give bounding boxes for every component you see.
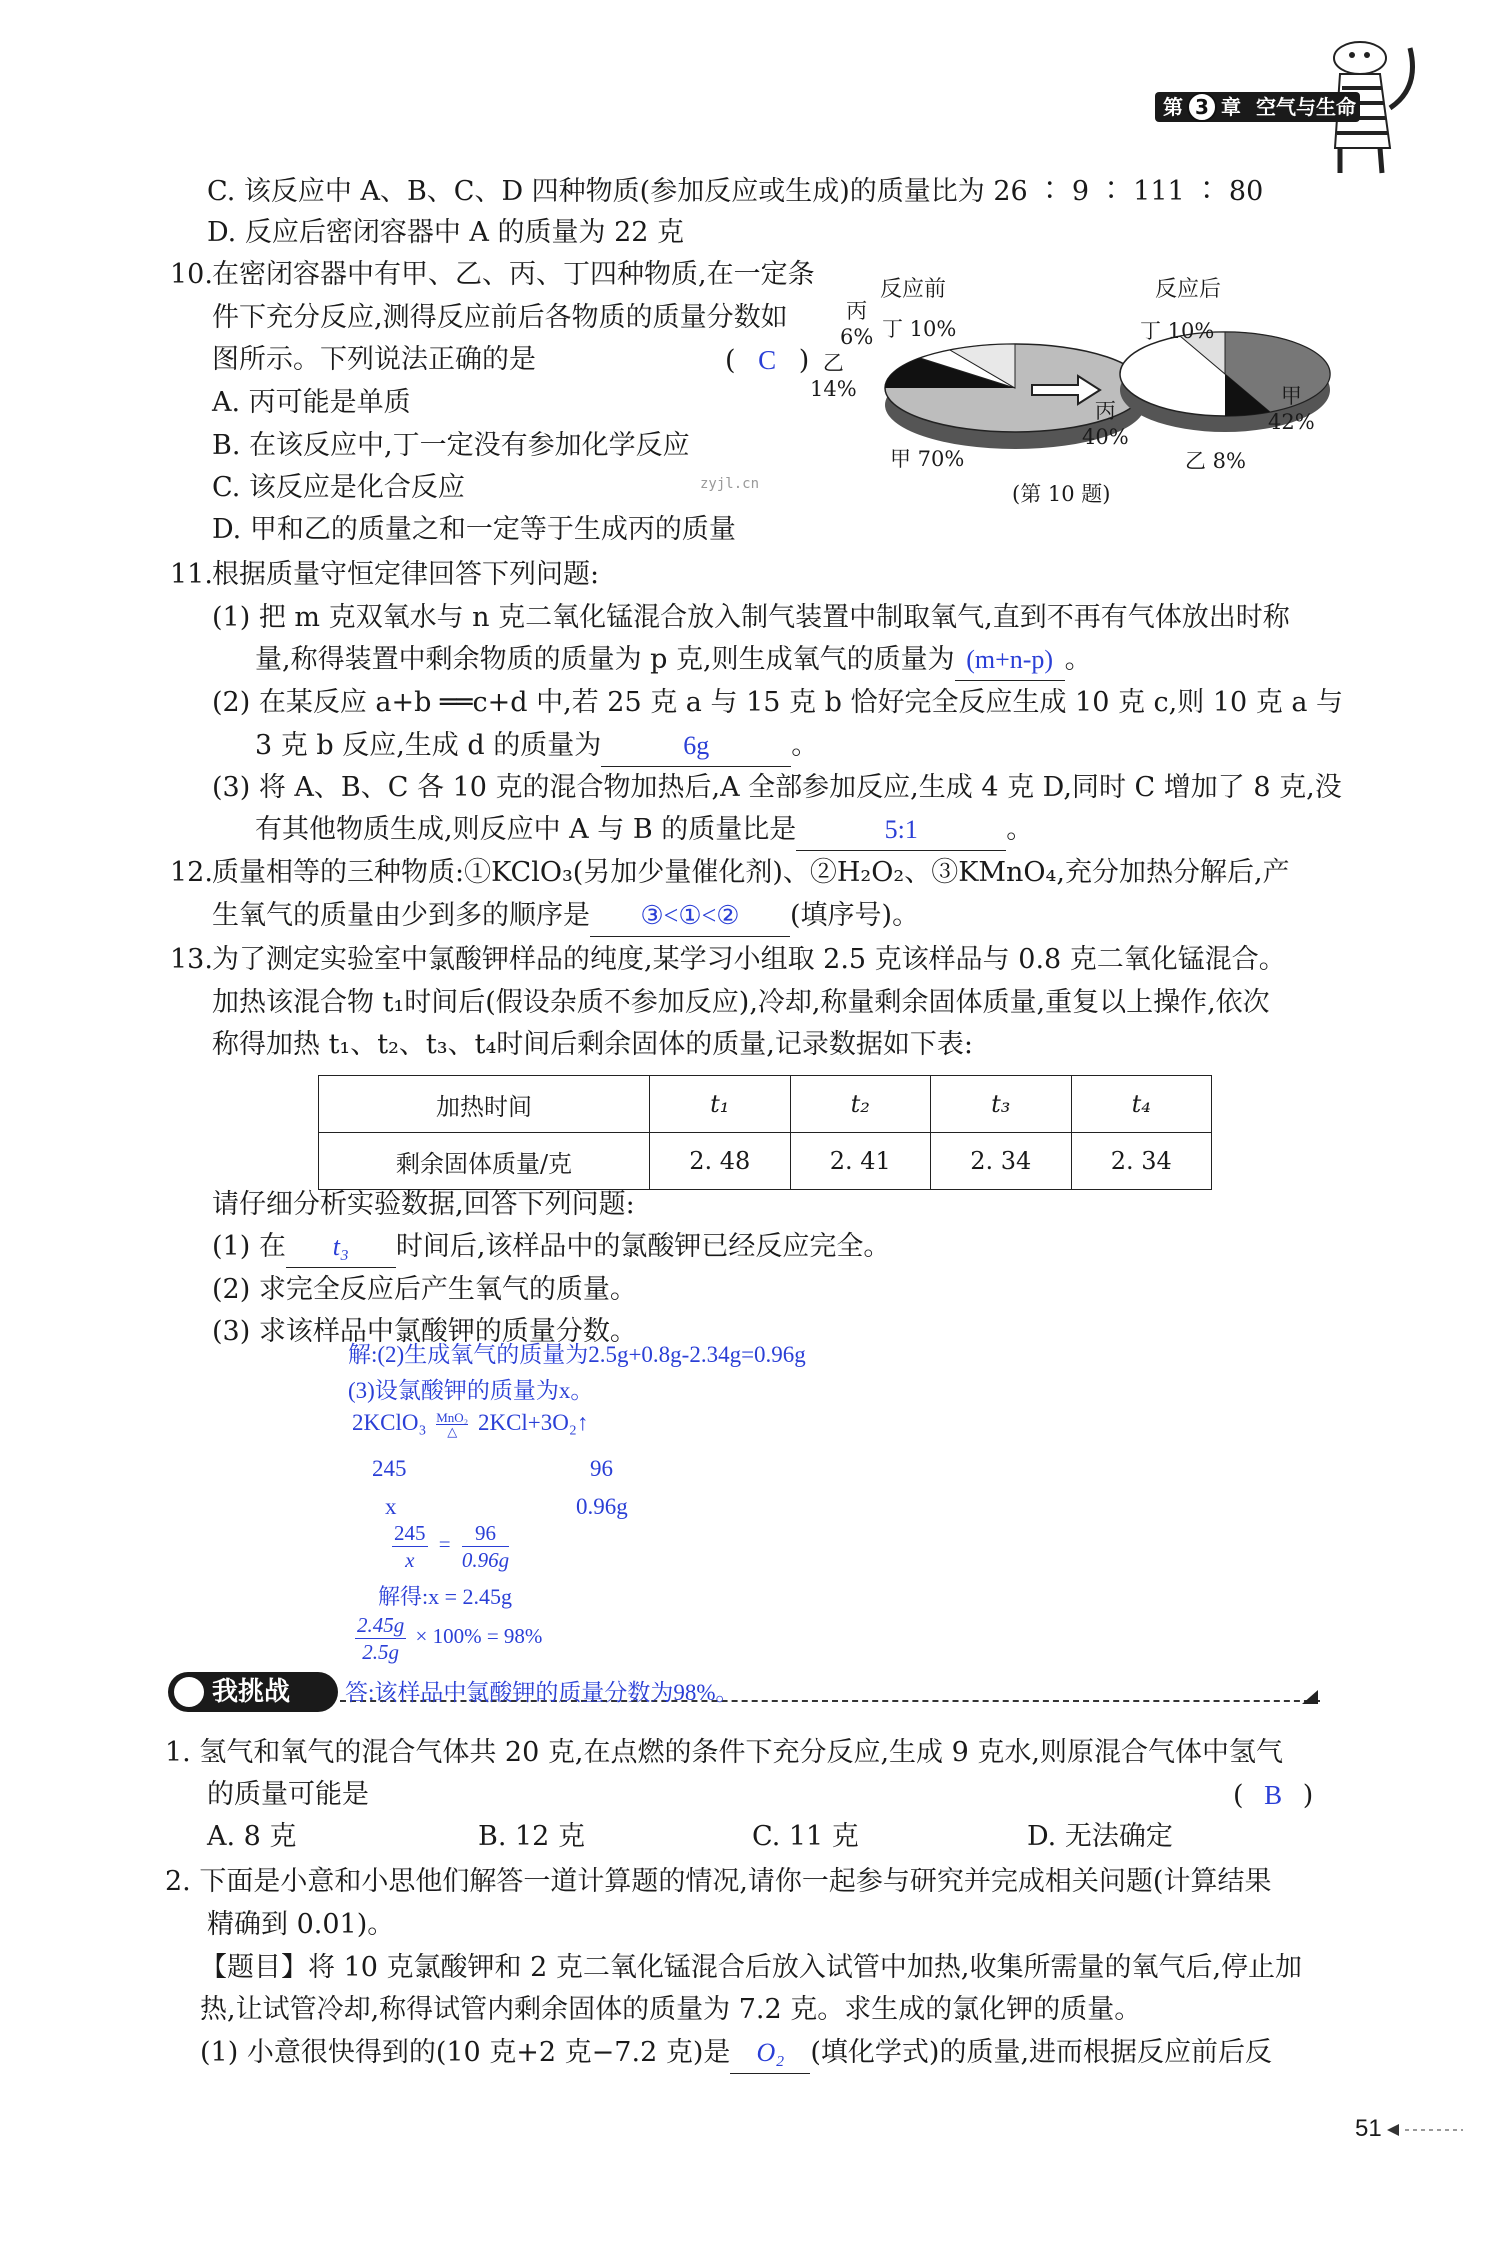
q9-option-c: C. 该反应中 A、B、C、D 四种物质(参加反应或生成)的质量比为 26 ∶ 9 ∶ 111 ∶ 80 [207,176,1264,207]
proportion [392,1520,509,1573]
var-x: x [385,1494,397,1519]
table-cell: 2. 34 [1071,1133,1212,1190]
challenge-q2-sub1-blank [730,2033,810,2074]
label-yi-before [810,350,857,402]
frac-den: x [405,1548,415,1572]
challenge-q1-answer-paren [1233,1775,1313,1816]
challenge-q2-sub1 [200,2033,1272,2074]
q13-line3: 称得加热 t₁、t₂、t₃、t₄时间后剩余固体的质量,记录数据如下表: [212,1029,973,1060]
jia-pct: 42% [1268,410,1315,434]
bing-pct: 6% [840,325,874,349]
q12-line2 [212,896,919,937]
q13-line1: 为了测定实验室中氯酸钾样品的纯度,某学习小组取 2.5 克该样品与 0.8 克二氧化锰混合。 [212,944,1286,975]
q11-p1-blank [955,640,1065,681]
q13-sub1-end: 时间后,该样品中的氯酸钾已经反应完全。 [395,1231,891,1262]
mass-o2: 0.96g [576,1494,628,1519]
q10-number: 10. [170,259,213,290]
paren-open: ( [725,345,736,376]
frac-num: 245 [394,1521,426,1545]
challenge-q2-topic-line2: 热,让试管冷却,称得试管内剩余固体的质量为 7.2 克。求生成的氯化钾的质量。 [200,1994,1142,2025]
challenge-title: 我挑战 [212,1677,291,1707]
q11-p2-line1: (2) 在某反应 a+b ══c+d 中,若 25 克 a 与 15 克 b 恰好完全反应生成 10 克 c,则 10 克 a 与 [212,687,1344,718]
table-cell: t₂ [790,1076,931,1133]
q11-p3-line1: (3) 将 A、B、C 各 10 克的混合物加热后,A 全部参加反应,生成 4 克 D,同时 C 增加了 8 克,没 [212,772,1342,803]
label-bing-before [840,298,873,350]
page-number: 51 [1355,2115,1382,2142]
percentage-calc [355,1612,542,1665]
fraction-right [462,1520,509,1573]
q11-p1-text: 量,称得装置中剩余物质的质量为 p 克,则生成氧气的质量为 [255,644,955,675]
frac-num: 96 [462,1520,509,1547]
table-cell: 2. 41 [790,1133,931,1190]
solution-line2: (3)设氯酸钾的质量为x。 [348,1378,594,1403]
bing-name: 丙 [1094,399,1116,423]
triangle-icon [1302,1690,1318,1704]
equals-sign: = [438,1532,451,1557]
paren-close: ) [1302,1780,1314,1811]
q12-end: (填序号)。 [790,900,920,931]
eq-catalyst: MnO₂ [436,1410,469,1426]
q10-option-b: B. 在该反应中,丁一定没有参加化学反应 [212,430,690,461]
jia-name: 甲 [1280,384,1302,408]
q12-answer: ③<①<② [640,901,740,930]
q9-option-d: D. 反应后密闭容器中 A 的质量为 22 克 [207,217,685,248]
challenge-q1-answer: B [1264,1780,1283,1810]
yi-name: 乙 [822,351,844,375]
table-cell: 加热时间 [319,1076,650,1133]
challenge-q2-sub1-answer: O₂ [756,2038,785,2067]
label-yi-after: 乙 8% [1185,449,1246,473]
q10-option-d: D. 甲和乙的质量之和一定等于生成丙的质量 [212,514,736,545]
challenge-q1-option-d: D. 无法确定 [1027,1821,1173,1852]
q11-p3-end: 。 [1006,814,1034,845]
lightbulb-icon [174,1677,204,1707]
label-bing-after [1082,398,1129,450]
q13-sub1 [212,1227,890,1268]
frac-den: 2.5g [362,1640,399,1664]
q11-p1-line1: (1) 把 m 克双氧水与 n 克二氧化锰混合放入制气装置中制取氧气,直到不再有气体放出时称 [212,602,1290,633]
chapter-title: 空气与生命 [1255,95,1356,119]
q10-stem-line1: 在密闭容器中有甲、乙、丙、丁四种物质,在一定条 [212,259,815,290]
q10-stem-line3: 图所示。下列说法正确的是 [212,344,536,375]
q13-sub1-answer: t₃ [332,1232,349,1261]
chapter-header [1155,92,1360,122]
q12-blank [590,896,790,937]
q11-p3-answer: 5:1 [884,815,918,844]
label-ding-after: 丁 10% [1140,319,1215,343]
label-jia-after [1268,383,1315,435]
q11-p3-line2 [255,810,1033,851]
q12-number: 12. [170,857,213,888]
challenge-q2-sub1-end: (填化学式)的质量,进而根据反应前后反 [810,2037,1273,2068]
paren-close: ) [798,345,810,376]
q11-stem: 根据质量守恒定律回答下列问题: [212,559,600,590]
table-row [319,1076,1212,1133]
q12-text: 生氧气的质量由少到多的顺序是 [212,900,590,931]
q11-p1-line2 [255,640,1092,681]
table-cell: 剩余固体质量/克 [319,1133,650,1190]
q10-answer: C [758,345,777,375]
challenge-q2-line2: 精确到 0.01)。 [207,1909,395,1940]
q10-option-a: A. 丙可能是单质 [212,387,411,418]
mass-245: 245 [372,1456,407,1481]
q13-sub1-blank [286,1227,396,1268]
watermark: zyjl.cn [700,476,760,492]
challenge-q2-sub1-text: (1) 小意很快得到的(10 克+2 克−7.2 克)是 [200,2037,731,2068]
solution-result: 解得:x = 2.45g [378,1584,513,1609]
eq-heat: △ [447,1424,458,1440]
table-row [319,1133,1212,1190]
q10-option-c: C. 该反应是化合反应 [212,472,465,503]
table-cell: t₃ [931,1076,1072,1133]
q10-figure-caption: (第 10 题) [1012,482,1111,506]
challenge-q1-line2: 的质量可能是 [207,1779,369,1810]
solution-line1: 解:(2)生成氧气的质量为2.5g+0.8g-2.34g=0.96g [348,1342,806,1367]
challenge-q1-option-a: A. 8 克 [207,1821,297,1852]
q11-p2-end: 。 [791,730,819,761]
frac-den: 0.96g [461,1548,510,1572]
chapter-prefix: 第 [1163,95,1183,119]
table-cell: t₁ [650,1076,791,1133]
page-arrow-icon [1385,2120,1465,2140]
label-ding-before: 丁 10% [882,317,957,341]
challenge-q2-line1: 2. 下面是小意和小思他们解答一道计算题的情况,请你一起参与研究并完成相关问题(计算结果 [165,1866,1272,1897]
q11-p2-line2 [255,726,818,767]
q11-p2-text: 3 克 b 反应,生成 d 的质量为 [255,730,602,761]
eq-condition [436,1411,468,1438]
q13-number: 13. [170,944,213,975]
chemical-equation [352,1410,588,1438]
after-title: 反应后 [1155,277,1222,302]
paren-open: ( [1233,1780,1244,1811]
eq-right: 2KCl+3O₂↑ [477,1410,589,1435]
chapter-number: 3 [1187,92,1217,122]
fraction-left [392,1520,428,1573]
q10-stem-line2: 件下充分反应,测得反应前后各物质的质量分数如 [212,302,788,333]
bing-name: 丙 [846,299,868,323]
q13-sub3: (3) 求该样品中氯酸钾的质量分数。 [212,1316,637,1347]
challenge-banner [168,1672,338,1712]
q13-analyze: 请仔细分析实验数据,回答下列问题: [212,1189,635,1220]
challenge-q1-option-c: C. 11 克 [752,1821,859,1852]
solution-conclusion: 答:该样品中氯酸钾的质量分数为98%。 [345,1680,739,1705]
q11-p1-answer: (m+n-p) [966,645,1054,674]
bing-pct: 40% [1082,425,1129,449]
table-cell: 2. 48 [650,1133,791,1190]
q11-p2-answer: 6g [683,731,710,760]
q11-p3-blank [796,810,1006,851]
q13-sub1-text: (1) 在 [212,1231,286,1262]
frac-num: 2.45g [357,1613,405,1637]
fraction-pct [355,1612,406,1665]
q11-p3-text: 有其他物质生成,则反应中 A 与 B 的质量比是 [255,814,797,845]
q11-p2-blank [601,726,791,767]
challenge-q1-option-b: B. 12 克 [478,1821,585,1852]
chapter-suffix: 章 [1221,95,1241,119]
q13-sub2: (2) 求完全反应后产生氧气的质量。 [212,1274,637,1305]
q13-line2: 加热该混合物 t₁时间后(假设杂质不参加反应),冷却,称量剩余固体质量,重复以上操作,依次 [212,987,1270,1018]
before-title: 反应前 [880,277,947,302]
table-cell: t₄ [1071,1076,1212,1133]
challenge-q1-line1: 1. 氢气和氧气的混合气体共 20 克,在点燃的条件下充分反应,生成 9 克水,则原混合气体中氢气 [165,1737,1283,1768]
yi-pct: 14% [810,377,857,401]
table-cell: 2. 34 [931,1133,1072,1190]
q10-answer-paren [725,340,809,381]
eq-left: 2KClO₃ [352,1410,427,1435]
q11-number: 11. [170,559,213,590]
q11-p1-end: 。 [1064,644,1092,675]
pct-rest: × 100% = 98% [415,1624,543,1649]
mass-96: 96 [590,1456,613,1481]
challenge-q2-topic-line1: 【题目】将 10 克氯酸钾和 2 克二氧化锰混合后放入试管中加热,收集所需量的氧气后,停止加 [200,1952,1303,1983]
label-jia-before: 甲 70% [890,447,965,471]
q13-data-table [318,1075,1212,1190]
q12-line1: 质量相等的三种物质:①KClO₃(另加少量催化剂)、②H₂O₂、③KMnO₄,充分加热分解后,产 [212,857,1290,888]
